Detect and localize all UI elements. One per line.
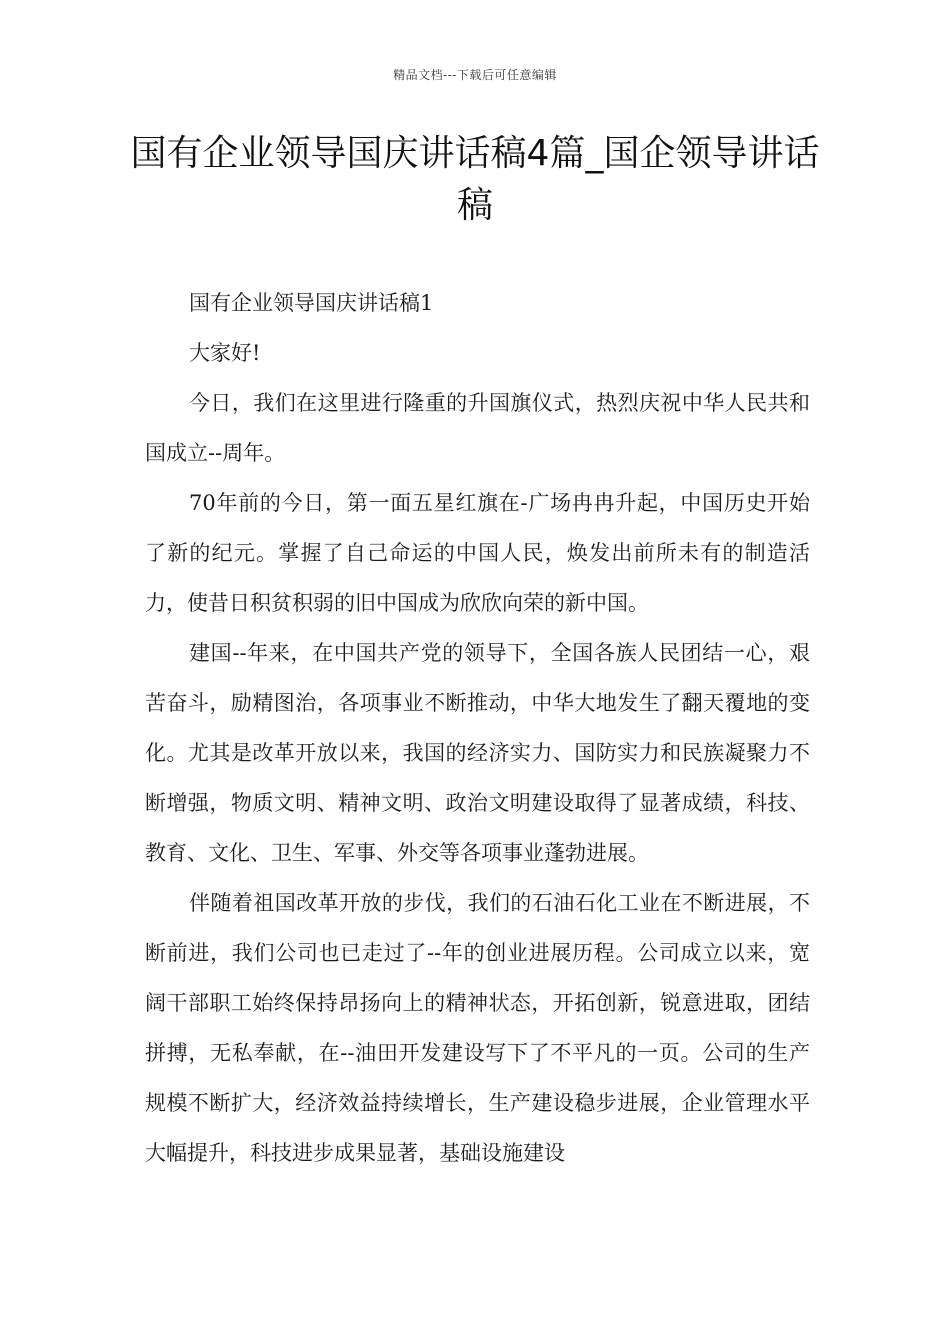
- section-heading: 国有企业领导国庆讲话稿1: [189, 291, 434, 315]
- header-note: 精品文档---下载后可任意编辑: [393, 68, 557, 82]
- body-paragraph: 70年前的今日，第一面五星红旗在-广场冉冉升起，中国历史开始了新的纪元。掌握了自己命运的中国人民，焕发出前所未有的制造活力，使昔日积贫积弱的旧中国成为欣欣向荣的新中国。: [145, 491, 810, 615]
- document-title: 国有企业领导国庆讲话稿4篇_国企领导讲话稿: [130, 133, 820, 226]
- greeting-paragraph: 大家好!: [189, 341, 261, 365]
- document-body: [145, 278, 810, 1178]
- body-paragraph: 伴随着祖国改革开放的步伐，我们的石油石化工业在不断进展，不断前进，我们公司也已走过了--年的创业进展历程。公司成立以来，宽阔干部职工始终保持昂扬向上的精神状态，开拓创新，锐意进取，团结拼搏，无私奉献，在--油田开发建设写下了不平凡的一页。公司的生产规模不断扩大，经济效益持续增长，生产建设稳步进展，企业管理水平大幅提升，科技进步成果显著，基础设施建设: [145, 891, 810, 1165]
- body-paragraph: 今日，我们在这里进行隆重的升国旗仪式，热烈庆祝中华人民共和国成立--周年。: [145, 391, 810, 465]
- body-paragraph: 建国--年来，在中国共产党的领导下，全国各族人民团结一心，艰苦奋斗，励精图治，各项事业不断推动，中华大地发生了翻天覆地的变化。尤其是改革开放以来，我国的经济实力、国防实力和民族凝聚力不断增强，物质文明、精神文明、政治文明建设取得了显著成绩，科技、教育、文化、卫生、军事、外交等各项事业蓬勃进展。: [145, 641, 810, 865]
